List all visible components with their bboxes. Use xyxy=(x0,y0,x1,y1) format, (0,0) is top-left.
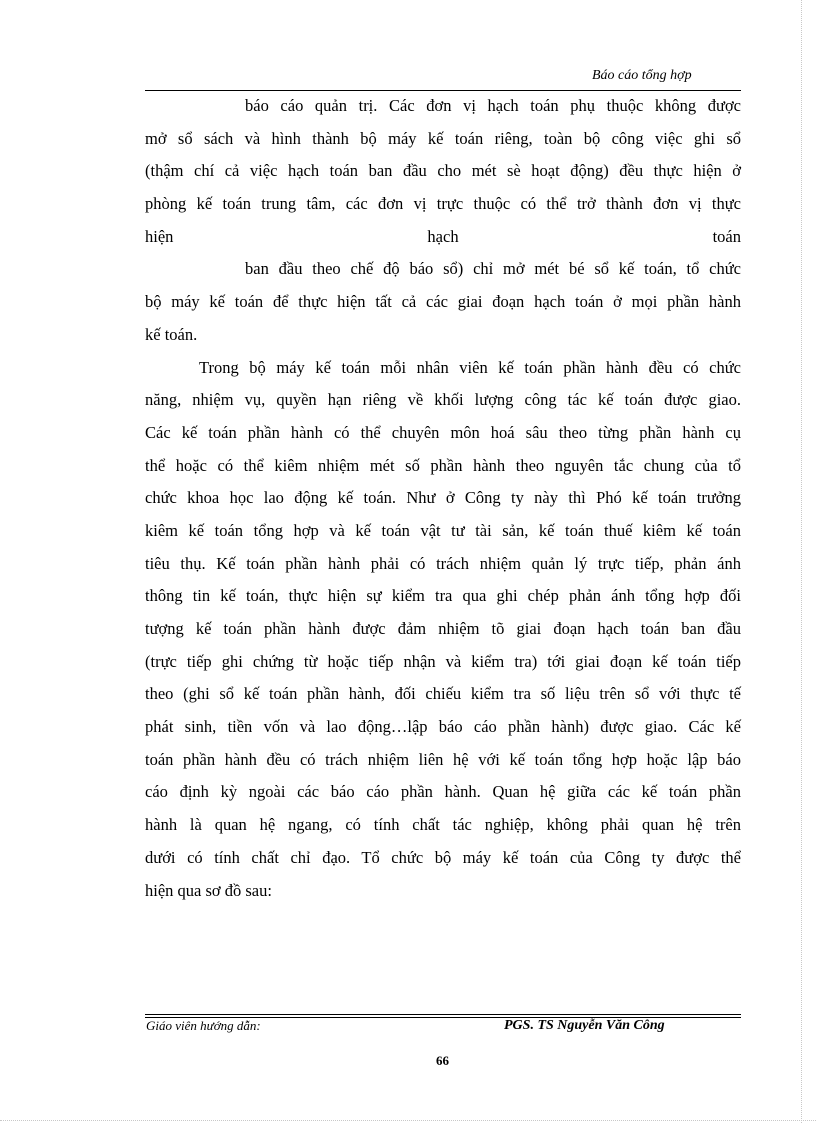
text-line: ban đầu theo chế độ báo sổ) chỉ mở mét bé sổ kế toán, tổ chức xyxy=(245,259,741,279)
text-line: cáo định kỳ ngoài các báo cáo phần hành. Quan hệ giữa các kế toán phần xyxy=(145,782,741,802)
body-text xyxy=(145,90,741,907)
text-line: phòng kế toán trung tâm, các đơn vị trực thuộc có thể trở thành đơn vị thực xyxy=(145,194,741,214)
footer-rule xyxy=(145,1014,741,1015)
text-line: chức khoa học lao động kế toán. Như ở Công ty này thì Phó kế toán trưởng xyxy=(145,488,741,508)
text-line: phát sinh, tiền vốn và lao động…lập báo cáo phần hành) được giao. Các kế xyxy=(145,717,741,737)
text-line: mở sổ sách và hình thành bộ máy kế toán riêng, toàn bộ công việc ghi sổ xyxy=(145,128,741,148)
page-number: 66 xyxy=(436,1053,449,1068)
page-edge-guide xyxy=(0,1120,816,1121)
text-line: thể hoặc có thể kiêm nhiệm mét số phần hành theo nguyên tắc chung của tổ xyxy=(145,455,741,475)
header-title: Báo cáo tổng hợp xyxy=(592,68,692,83)
text-line: báo cáo quản trị. Các đơn vị hạch toán phụ thuộc không được xyxy=(245,96,741,115)
text-line: toán phần hành đều có trách nhiệm liên hệ với kế toán tổng hợp hoặc lập báo xyxy=(145,749,741,769)
text-line: Các kế toán phần hành có thể chuyên môn hoá sâu theo từng phần hành cụ xyxy=(145,422,741,442)
text-line: kiêm kế toán tổng hợp và kế toán vật tư tài sản, kế toán thuế kiêm kế toán xyxy=(145,520,741,540)
text-line: tiêu thụ. Kế toán phần hành phải có trách nhiệm quản lý trực tiếp, phản ánh xyxy=(145,553,741,573)
text-line: theo (ghi sổ kế toán phần hành, đối chiếu kiểm tra số liệu trên sổ với thực tế xyxy=(145,684,741,704)
text-line: hiện qua sơ đồ sau: xyxy=(145,880,272,900)
text-line: năng, nhiệm vụ, quyền hạn riêng về khối lượng công tác kế toán được giao. xyxy=(145,390,741,410)
text-line: dưới có tính chất chỉ đạo. Tổ chức bộ máy kế toán của Công ty được thể xyxy=(145,847,741,867)
text-line: hành là quan hệ ngang, có tính chất tác nghiệp, không phải quan hệ trên xyxy=(145,815,741,835)
text-line: (thậm chí cả việc hạch toán ban đầu cho mét sè hoạt động) đều thực hiện ở xyxy=(145,161,741,181)
text-line: bộ máy kế toán để thực hiện tất cả các giai đoạn hạch toán ở mọi phần hành xyxy=(145,292,741,312)
text-line: tượng kế toán phần hành được đảm nhiệm tõ giai đoạn hạch toán ban đầu xyxy=(145,619,741,638)
text-line: hiện hạch toán xyxy=(145,226,741,246)
text-line: thông tin kế toán, thực hiện sự kiểm tra qua ghi chép phản ánh tổng hợp đối xyxy=(145,586,741,606)
footer-supervisor-label: Giáo viên hướng dẫn: xyxy=(146,1018,261,1033)
text-line: (trực tiếp ghi chứng từ hoặc tiếp nhận và kiểm tra) tới giai đoạn kế toán tiếp xyxy=(145,651,741,671)
text-line: kế toán. xyxy=(145,324,198,344)
page-edge-guide xyxy=(801,0,802,1123)
text-line: Trong bộ máy kế toán mỗi nhân viên kế toán phần hành đều có chức xyxy=(199,357,741,377)
footer-supervisor-name: PGS. TS Nguyễn Văn Công xyxy=(504,1018,665,1033)
